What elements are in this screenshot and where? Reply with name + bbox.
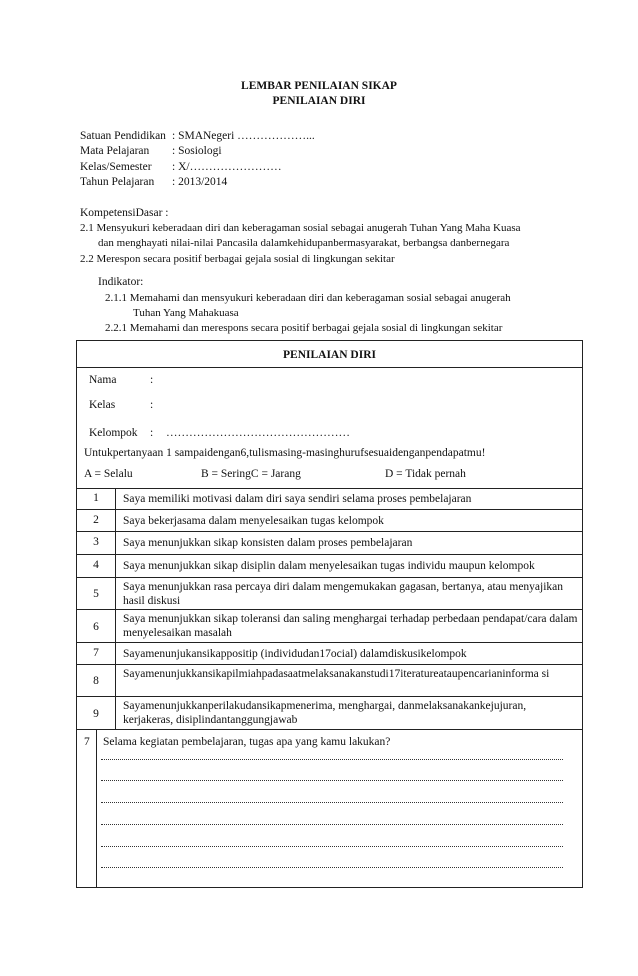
page-subtitle: PENILAIAN DIRI <box>272 95 366 107</box>
row-number: 1 <box>93 492 99 504</box>
nama-label: Nama <box>89 374 117 386</box>
info-label-tahun: Tahun Pelajaran <box>80 176 155 188</box>
answer-line[interactable] <box>101 780 563 781</box>
statement-text: Saya menunjukkan sikap toleransi dan saling menghargai terhadap perbedaan pendapat/cara dalam menyelesaikan masalah <box>123 613 578 639</box>
final-question: Selama kegiatan pembelajaran, tugas apa yang kamu lakukan? <box>103 736 391 748</box>
statement-text: Sayamenunjukkanperilakudansikapmenerima, menghargai, danmelaksanakankejujuran, kerjakeras, disiplindantanggungjawab <box>123 700 527 726</box>
info-label-kelas: Kelas/Semester <box>80 161 152 173</box>
statement-text: Saya memiliki motivasi dalam diri saya sendiri selama proses pembelajaran <box>123 493 472 505</box>
kelompok-colon: : <box>150 427 154 439</box>
statement-text: Sayamenunjukansikappositip (individudan17ocial) dalamdiskusikelompok <box>123 648 467 660</box>
info-value-satuan: : SMANegeri ………………... <box>172 130 315 142</box>
row-number: 4 <box>93 559 99 571</box>
row-number: 2 <box>93 514 99 526</box>
divider <box>77 367 582 368</box>
info-label-satuan: Satuan Pendidikan <box>80 130 166 142</box>
info-label-mapel: Mata Pelajaran <box>80 145 150 157</box>
answer-line[interactable] <box>101 802 563 803</box>
kelas-label: Kelas <box>89 399 116 411</box>
answer-line[interactable] <box>101 867 563 868</box>
row-number: 9 <box>93 708 99 720</box>
kd-1-line1: 2.1 Mensyukuri keberadaan diri dan keberagaman sosial sebagai anugerah Tuhan Yang Maha Kuasa <box>80 222 521 234</box>
kd-1-line2: dan menghayati nilai-nilai Pancasila dalamkehidupanbermasyarakat, berbangsa danbernegara <box>98 237 510 249</box>
table-row <box>77 696 582 730</box>
table-row <box>77 642 582 665</box>
statement-text: Sayamenunjukkansikapilmiahpadasaatmelaksanakanstudi17iteratureataupencarianinforma si <box>123 668 550 680</box>
kd-2: 2.2 Merespon secara positif berbagai gejala sosial di lingkungan sekitar <box>80 253 395 265</box>
statement-text: Saya bekerjasama dalam menyelesaikan tugas kelompok <box>123 515 384 527</box>
penilaian-diri-form <box>76 340 583 888</box>
table-row <box>77 554 582 578</box>
info-value-tahun: : 2013/2014 <box>172 176 228 188</box>
row-number: 5 <box>93 588 99 600</box>
statement-text: Saya menunjukkan rasa percaya diri dalam mengemukakan gagasan, bertanya, atau menyajikan hasil diskusi <box>123 581 564 607</box>
table-row <box>77 609 582 643</box>
answer-line[interactable] <box>101 846 563 847</box>
row-number: 7 <box>93 647 99 659</box>
form-heading: PENILAIAN DIRI <box>283 349 376 361</box>
kelompok-label: Kelompok <box>89 427 138 439</box>
indikator-1-line1: 2.1.1 Memahami dan mensyukuri keberadaan diri dan keberagaman sosial sebagai anugerah <box>105 292 511 304</box>
kompetensi-heading: KompetensiDasar : <box>80 207 169 219</box>
info-value-kelas: : X/…………………… <box>172 161 282 173</box>
table-row <box>77 488 582 510</box>
row-number: 6 <box>93 621 99 633</box>
table-row <box>77 531 582 555</box>
statement-text: Saya menunjukkan sikap disiplin dalam menyelesaikan tugas individu maupun kelompok <box>123 560 535 572</box>
column-divider <box>96 729 97 887</box>
column-divider <box>115 488 116 729</box>
statement-text: Saya menunjukkan sikap konsisten dalam proses pembelajaran <box>123 537 413 549</box>
instruction-text: Untukpertanyaan 1 sampaidengan6,tulismasing-masinghurufsesuaidenganpendapatmu! <box>84 447 486 459</box>
indikator-1-line2: Tuhan Yang Mahakuasa <box>133 307 239 319</box>
info-value-mapel: : Sosiologi <box>172 145 222 157</box>
row-number: 3 <box>93 536 99 548</box>
page-title: LEMBAR PENILAIAN SIKAP <box>241 80 397 92</box>
answer-line[interactable] <box>101 824 563 825</box>
table-row <box>77 664 582 697</box>
scale-a: A = Selalu <box>84 468 133 480</box>
kelas-colon: : <box>150 399 154 411</box>
table-row <box>77 509 582 532</box>
indikator-heading: Indikator: <box>98 276 144 288</box>
table-row <box>77 577 582 610</box>
indikator-2: 2.2.1 Memahami dan merespons secara positif berbagai gejala sosial di lingkungan sekitar <box>105 322 503 334</box>
final-number: 7 <box>84 736 90 748</box>
kelompok-dots: ………………………………………… <box>166 427 350 439</box>
answer-line[interactable] <box>101 759 563 760</box>
scale-bc: B = SeringC = Jarang <box>201 468 301 480</box>
scale-d: D = Tidak pernah <box>385 468 466 480</box>
nama-colon: : <box>150 374 154 386</box>
divider <box>77 729 582 730</box>
row-number: 8 <box>93 675 99 687</box>
